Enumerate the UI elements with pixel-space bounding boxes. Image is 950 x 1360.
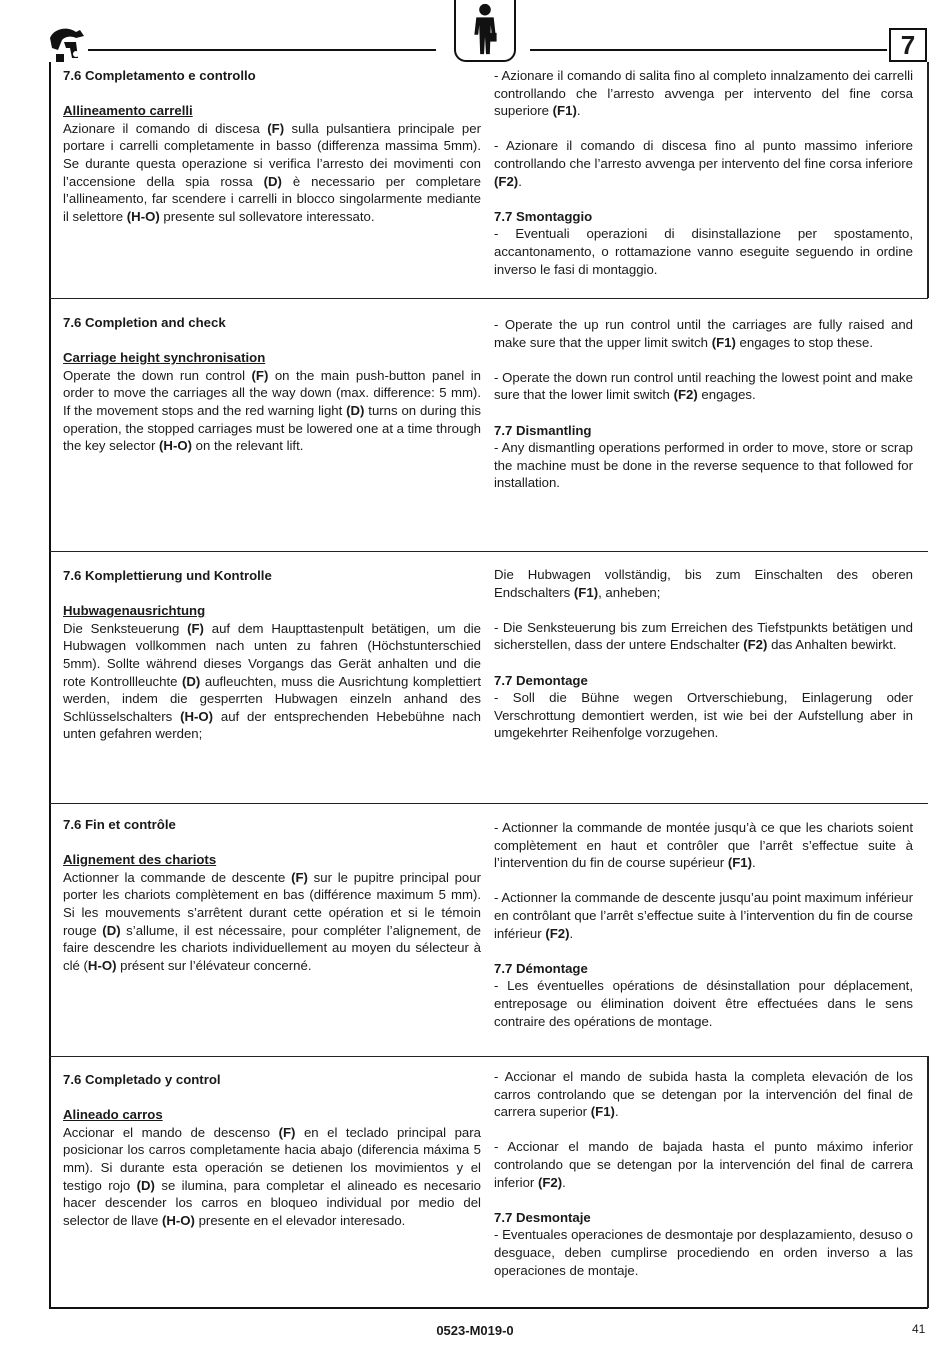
dismantling-text: - Soll die Bühne wegen Ortverschiebung, Einlagerung oder Verschrottung demontiert werden, ist wie bei der Aufstellung aber in umgekehrter Reihenfolge vorzugehen.: [494, 690, 913, 741]
frame-right-segment: [927, 1056, 929, 1308]
control-reference: (D): [102, 922, 121, 938]
section-title: 7.6 Komplettierung und Kontrolle: [63, 568, 272, 583]
header-rule-right: [530, 49, 887, 51]
manufacturer-logo-icon: [46, 24, 88, 64]
control-reference: (F1): [552, 103, 577, 119]
text-run: presente en el elevador interesado.: [194, 1212, 406, 1228]
text-run: auf der entsprechenden Hebebühne nach unten gefahren werden;: [63, 708, 482, 742]
chapter-number: 7: [889, 28, 927, 62]
text-run: - Die Senksteuerung bis zum Erreichen des Tiefstpunkts betätigen und sicherstellen, dass der untere Endschalter: [494, 619, 913, 653]
section-title: 7.6 Completion and check: [63, 315, 226, 330]
control-reference: (F2): [494, 173, 519, 189]
text-run: se ilumina, para completar el alineado es necesario hacer descender los carros en bloqueo individual por medio del selector de llave: [63, 1177, 481, 1228]
control-reference: (F1): [711, 334, 736, 350]
section-divider: [49, 1056, 928, 1057]
control-reference: H-O): [87, 957, 117, 973]
control-reference: (D): [263, 173, 282, 189]
section-right: [494, 316, 913, 492]
up-run-paragraph: [494, 67, 913, 120]
control-reference: (F2): [673, 387, 698, 403]
control-reference: (H-O): [161, 1212, 195, 1228]
section-subtitle: Allineamento carrelli: [63, 103, 193, 119]
text-run: - Azionare il comando di salita fino al completo innalzamento dei carrelli controllando che l’arresto avvenga per intervento del fine corsa superiore: [494, 68, 913, 119]
text-run: on the relevant lift.: [192, 438, 304, 454]
text-run: auf dem Haupttastenpult betätigen, um die Hubwagen vollkommen nach unten zu fahren (Höchstunterschied 5mm). Sollte während dieses Vorgangs das Gerät anhalten und die rote Kontrollleuchte: [63, 620, 481, 689]
control-reference: (F1): [727, 855, 753, 871]
frame-right-segment: [927, 62, 929, 298]
text-run: - Accionar el mando de bajada hasta el punto máximo inferior controlando que se detengan por la intervención del final de carrera inferior: [494, 1139, 913, 1190]
section-left: [63, 314, 481, 455]
control-reference: (F): [251, 367, 269, 383]
text-run: présent sur l’élévateur concerné.: [116, 957, 312, 973]
text-run: Die Senksteuerung: [63, 620, 188, 636]
dismantling-text: - Les éventuelles opérations de désinstallation pour déplacement, entreposage ou élimination doivent être effectuées dans le sens contraire des opérations de montage.: [494, 978, 913, 1029]
control-reference: (F): [267, 120, 285, 136]
up-run-paragraph: [494, 316, 913, 351]
text-run: engages.: [697, 387, 756, 403]
text-run: .: [752, 855, 756, 871]
control-reference: (F1): [590, 1104, 615, 1120]
text-run: - Actionner la commande de montée jusqu’à ce que les chariots soient complètement en haut et contrôler que l’arrêt s’effectue suite à l’intervention du fin de course supérieur: [494, 820, 913, 871]
dismantling-text: - Eventuales operaciones de desmontaje por desplazamiento, desuso o desguace, deben cumplirse procediendo en orden inverso a las operaciones de montaje.: [494, 1227, 913, 1278]
section-right: [494, 1068, 913, 1279]
text-run: Die Hubwagen vollständig, bis zum Einschalten des oberen Endschalters: [494, 567, 913, 600]
control-reference: (H-O): [159, 438, 192, 454]
header-rule-left: [88, 49, 436, 51]
up-run-paragraph: [494, 566, 913, 601]
control-reference: (H-O): [180, 708, 214, 724]
section-subtitle: Alignement des chariots: [63, 852, 217, 868]
text-run: aufleuchten, muss die Ausrichtung komplettiert werden, indem die gesperrten Hubwagen einzeln anhand des Schlüsselschalters: [63, 673, 481, 724]
section-left: [63, 1071, 481, 1229]
procedure-paragraph: [63, 367, 481, 455]
section-left: [63, 67, 481, 225]
operator-pictogram: [454, 0, 516, 62]
control-reference: (F2): [537, 1174, 563, 1190]
section-divider: [49, 803, 928, 804]
dismantling-title: 7.7 Demontage: [494, 672, 588, 688]
control-reference: (F): [291, 869, 308, 885]
text-run: - Actionner la commande de descente jusqu’au point maximum inférieur en contrôlant que l’arrêt s’effectue suite à l’intervention du fin de course inférieur: [494, 890, 913, 941]
down-run-paragraph: [494, 137, 913, 190]
person-icon: [456, 0, 514, 58]
control-reference: (F2): [545, 925, 570, 941]
section-divider: [49, 298, 928, 299]
down-run-paragraph: [494, 369, 913, 404]
section-title: 7.6 Completado y control: [63, 1072, 221, 1087]
section-right: [494, 67, 913, 278]
section-subtitle: Hubwagenausrichtung: [63, 603, 206, 619]
text-run: sur le pupitre principal pour porter les chariots complètement en bas (différence maximum 5 mm). Si les mouvements s’arrêtent durant cette opération et si le témoin rouge: [63, 869, 481, 938]
section-right: [494, 819, 913, 1030]
down-run-paragraph: [494, 889, 913, 942]
text-run: presente sul sollevatore interessato.: [159, 208, 375, 224]
control-reference: (F): [278, 1124, 296, 1140]
control-reference: (D): [136, 1177, 155, 1193]
control-reference: (D): [182, 673, 201, 689]
text-run: das Anhalten bewirkt.: [767, 637, 897, 653]
control-reference: (F2): [743, 637, 768, 653]
text-run: en el teclado principal para posicionar los carros completamente hacia abajo (diferencia máxima 5 mm). Si durante esta operación se detienen los movimientos y el testigo rojo: [63, 1124, 481, 1193]
text-run: .: [569, 925, 574, 941]
text-run: - Azionare il comando di discesa fino al punto massimo inferiore controllando che l’arresto avvenga per intervento del fine corsa inferiore: [494, 138, 913, 171]
control-reference: (D): [346, 402, 365, 418]
section-title: 7.6 Fin et contrôle: [63, 817, 176, 832]
text-run: - Accionar el mando de subida hasta la completa elevación de los carros controlando que se detengan por la intervención del final de carrera superior: [494, 1069, 913, 1120]
text-run: Operate the down run control: [63, 367, 252, 383]
control-reference: (H-O): [126, 208, 160, 224]
text-run: s’allume, il est nécessaire, pour compléter l’alignement, de faire descendre les chariots individuellement au moyen du sélecteur à clé (: [63, 922, 481, 973]
text-run: - Operate the up run control until the carriages are fully raised and make sure that the upper limit switch: [494, 317, 913, 350]
text-run: .: [576, 103, 581, 119]
section-subtitle: Carriage height synchronisation: [63, 350, 266, 366]
control-reference: (F): [187, 620, 204, 636]
text-run: - Operate the down run control until reaching the lowest point and make sure that the lower limit switch: [494, 369, 913, 403]
dismantling-title: 7.7 Démontage: [494, 960, 588, 976]
page-number: 41: [912, 1322, 926, 1336]
text-run: .: [518, 173, 522, 189]
section-subtitle: Alineado carros: [63, 1107, 163, 1123]
procedure-paragraph: [63, 120, 481, 226]
up-run-paragraph: [494, 819, 913, 872]
procedure-paragraph: [63, 620, 481, 743]
document-code: 0523-M019-0: [436, 1323, 514, 1338]
text-run: .: [614, 1104, 619, 1120]
down-run-paragraph: [494, 1138, 913, 1191]
dismantling-text: - Any dismantling operations performed in order to move, store or scrap the machine must be done in the reverse sequence to that followed for installation.: [494, 440, 913, 491]
text-run: sulla pulsantiera principale per portare i carrelli completamente in basso (differenza massima 5mm). Se durante questa operazione si verifica l’arresto dei movimenti con l’accensione della spia rossa: [63, 120, 481, 189]
control-reference: (F1): [573, 584, 599, 600]
section-left: [63, 816, 481, 974]
down-run-paragraph: [494, 619, 913, 654]
text-run: Accionar el mando de descenso: [63, 1124, 279, 1140]
section-right: [494, 566, 913, 742]
procedure-paragraph: [63, 1124, 481, 1230]
section-left: [63, 567, 481, 743]
procedure-paragraph: [63, 869, 481, 975]
text-run: engages to stop these.: [735, 334, 873, 350]
dismantling-title: 7.7 Dismantling: [494, 422, 592, 438]
text-run: Azionare il comando di discesa: [63, 120, 268, 136]
dismantling-title: 7.7 Smontaggio: [494, 208, 593, 224]
text-run: Actionner la commande de descente: [63, 869, 292, 885]
dismantling-title: 7.7 Desmontaje: [494, 1209, 591, 1225]
text-run: .: [562, 1174, 566, 1190]
text-run: turns on during this operation, the stopped carriages must be lowered one at a time through the key selector: [63, 402, 481, 454]
section-divider: [49, 551, 928, 552]
dismantling-text: - Eventuali operazioni di disinstallazione per spostamento, accantonamento, o rottamazione vanno eseguite seguendo in ordine inverso le fasi di montaggio.: [494, 226, 913, 277]
text-run: è necessario per completare l’allineamento, far scendere i carrelli in blocco singolarmente mediante il selettore: [63, 173, 481, 224]
up-run-paragraph: [494, 1068, 913, 1121]
text-run: , anheben;: [598, 584, 661, 600]
text-run: on the main push-button panel in order to move the carriages all the way down (max. difference: 5 mm). If the movement stops and the red warning light: [63, 367, 481, 418]
section-title: 7.6 Completamento e controllo: [63, 68, 256, 83]
